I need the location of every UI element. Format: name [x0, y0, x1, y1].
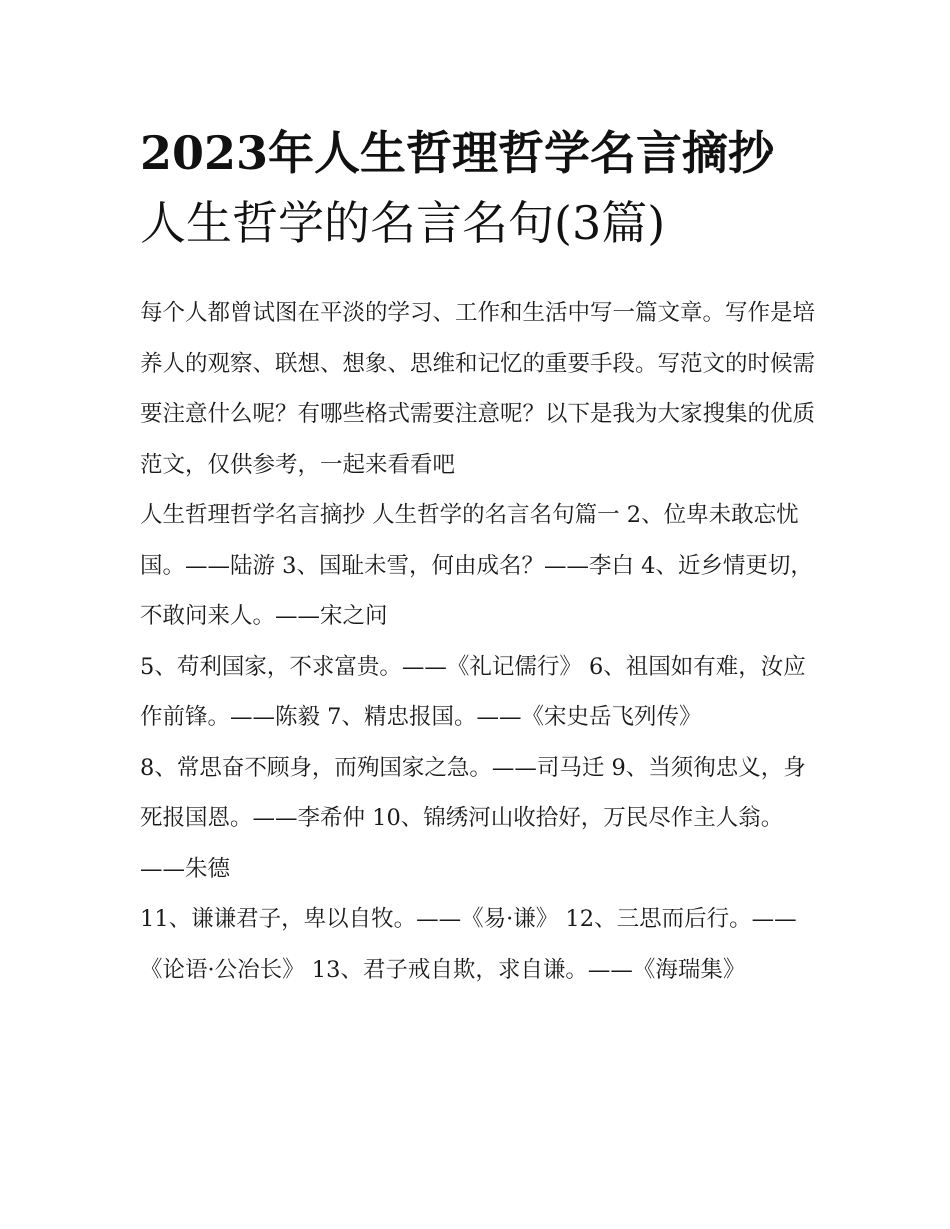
quotes-paragraph-1: 人生哲理哲学名言摘抄 人生哲学的名言名句篇一 2、位卑未敢忘忧国。——陆游 3、国耻未雪，何由成名？——李白 4、近乡情更切，不敢问来人。——宋之问 — [140, 502, 813, 629]
quotes-paragraph-4: 11、谦谦君子，卑以自牧。——《易·谦》 12、三思而后行。——《论语·公冶长》 13、君子戒自欺，求自谦。——《海瑞集》 — [140, 906, 797, 983]
document-body — [140, 288, 820, 995]
title-line-1: 2023年人生哲理哲学名言摘抄 — [140, 126, 775, 180]
quotes-paragraph-2: 5、苟利国家，不求富贵。——《礼记儒行》 6、祖国如有难，汝应作前锋。——陈毅 7、精忠报国。——《宋史岳飞列传》 — [140, 653, 806, 730]
document-title — [140, 118, 820, 258]
document-page — [140, 118, 820, 995]
intro-paragraph: 每个人都曾试图在平淡的学习、工作和生活中写一篇文章。写作是培养人的观察、联想、想象、思维和记忆的重要手段。写范文的时候需要注意什么呢？有哪些格式需要注意呢？以下是我为大家搜集的优质范文，仅供参考，一起来看看吧 — [140, 300, 816, 478]
title-line-2: 人生哲学的名言名句(3篇) — [140, 196, 666, 250]
quotes-paragraph-3: 8、常思奋不顾身，而殉国家之急。——司马迁 9、当须徇忠义，身死报国恩。——李希仲 10、锦绣河山收拾好，万民尽作主人翁。——朱德 — [140, 754, 806, 882]
